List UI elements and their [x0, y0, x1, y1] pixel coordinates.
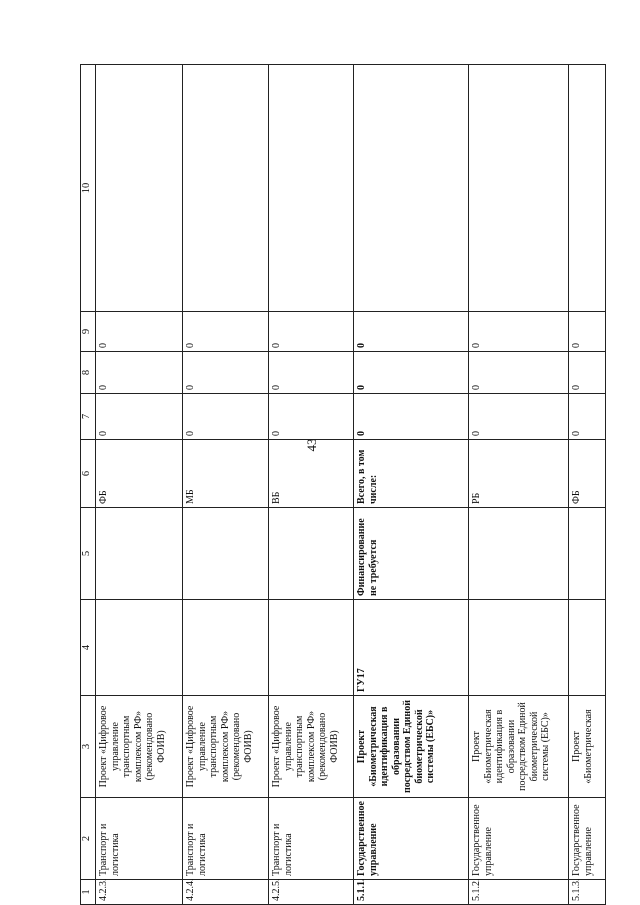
header-cell: 1 [81, 880, 96, 905]
header-cell: 4 [81, 600, 96, 696]
source-cell: РБ [469, 440, 569, 508]
table-row [269, 65, 354, 905]
value-cell: 0 [269, 394, 354, 440]
code-cell [96, 600, 183, 696]
project-cell: Проект «Биометрическая идентификация в образовании посредством Единой биометрической системы (ЕБС)» [469, 696, 569, 798]
financing-cell: Финансирование не требуется [354, 508, 469, 600]
code-cell [183, 600, 269, 696]
value-cell: 0 [569, 352, 606, 394]
sector-cell: Государственное управление [469, 798, 569, 880]
value-cell: 0 [183, 352, 269, 394]
note-cell [354, 65, 469, 312]
header-cell: 5 [81, 508, 96, 600]
source-cell: МБ [183, 440, 269, 508]
table-row [96, 65, 183, 905]
row-number: 4.2.5. [269, 880, 354, 905]
header-cell: 3 [81, 696, 96, 798]
value-cell: 0 [269, 352, 354, 394]
header-cell: 10 [81, 65, 96, 312]
sector-cell: Транспорт и логистика [96, 798, 183, 880]
code-cell [569, 600, 606, 696]
code-cell: ГУ17 [354, 600, 469, 696]
source-cell: ФБ [96, 440, 183, 508]
value-cell: 0 [269, 312, 354, 352]
header-row [81, 65, 96, 905]
sector-cell: Государственное управление [354, 798, 469, 880]
financing-cell [183, 508, 269, 600]
value-cell: 0 [96, 352, 183, 394]
value-cell: 0 [469, 312, 569, 352]
value-cell: 0 [354, 394, 469, 440]
table-row [183, 65, 269, 905]
header-cell: 2 [81, 798, 96, 880]
financing-cell [569, 508, 606, 600]
header-cell: 7 [81, 394, 96, 440]
value-cell: 0 [569, 394, 606, 440]
source-cell: ВБ [269, 440, 354, 508]
value-cell: 0 [469, 352, 569, 394]
note-cell [96, 65, 183, 312]
note-cell [269, 65, 354, 312]
value-cell: 0 [469, 394, 569, 440]
financing-cell [469, 508, 569, 600]
value-cell: 0 [569, 312, 606, 352]
note-cell [469, 65, 569, 312]
note-cell [569, 65, 606, 312]
table-row [469, 65, 569, 905]
header-cell: 8 [81, 352, 96, 394]
table-row [569, 65, 606, 905]
sector-cell: Государственное управление [569, 798, 606, 880]
row-number: 4.2.4. [183, 880, 269, 905]
project-cell: Проект «Цифровое управление транспортным комплексом РФ» (рекомендовано ФОИВ) [96, 696, 183, 798]
project-cell: Проект «Цифровое управление транспортным комплексом РФ» (рекомендовано ФОИВ) [269, 696, 354, 798]
note-cell [183, 65, 269, 312]
code-cell [469, 600, 569, 696]
row-number: 5.1.2. [469, 880, 569, 905]
project-cell: Проект «Цифровое управление транспортным комплексом РФ» (рекомендовано ФОИВ) [183, 696, 269, 798]
table-row [354, 65, 469, 905]
value-cell: 0 [183, 394, 269, 440]
header-cell: 9 [81, 312, 96, 352]
data-table [80, 64, 606, 905]
project-cell: Проект «Биометрическая [569, 696, 606, 798]
financing-cell [269, 508, 354, 600]
sector-cell: Транспорт и логистика [183, 798, 269, 880]
value-cell: 0 [183, 312, 269, 352]
page-number: 43 [304, 438, 319, 452]
value-cell: 0 [96, 312, 183, 352]
row-number: 5.1.3. [569, 880, 606, 905]
header-cell: 6 [81, 440, 96, 508]
rotated-page [80, 65, 594, 905]
value-cell: 0 [96, 394, 183, 440]
source-cell: ФБ [569, 440, 606, 508]
sector-cell: Транспорт и логистика [269, 798, 354, 880]
value-cell: 0 [354, 312, 469, 352]
financing-cell [96, 508, 183, 600]
row-number: 4.2.3. [96, 880, 183, 905]
value-cell: 0 [354, 352, 469, 394]
source-cell: Всего, в том числе: [354, 440, 469, 508]
landscape-content [80, 65, 594, 905]
code-cell [269, 600, 354, 696]
row-number: 5.1.1. [354, 880, 469, 905]
project-cell: Проект «Биометрическая идентификация в образовании посредством Единой биометрической системы (ЕБС)» [354, 696, 469, 798]
